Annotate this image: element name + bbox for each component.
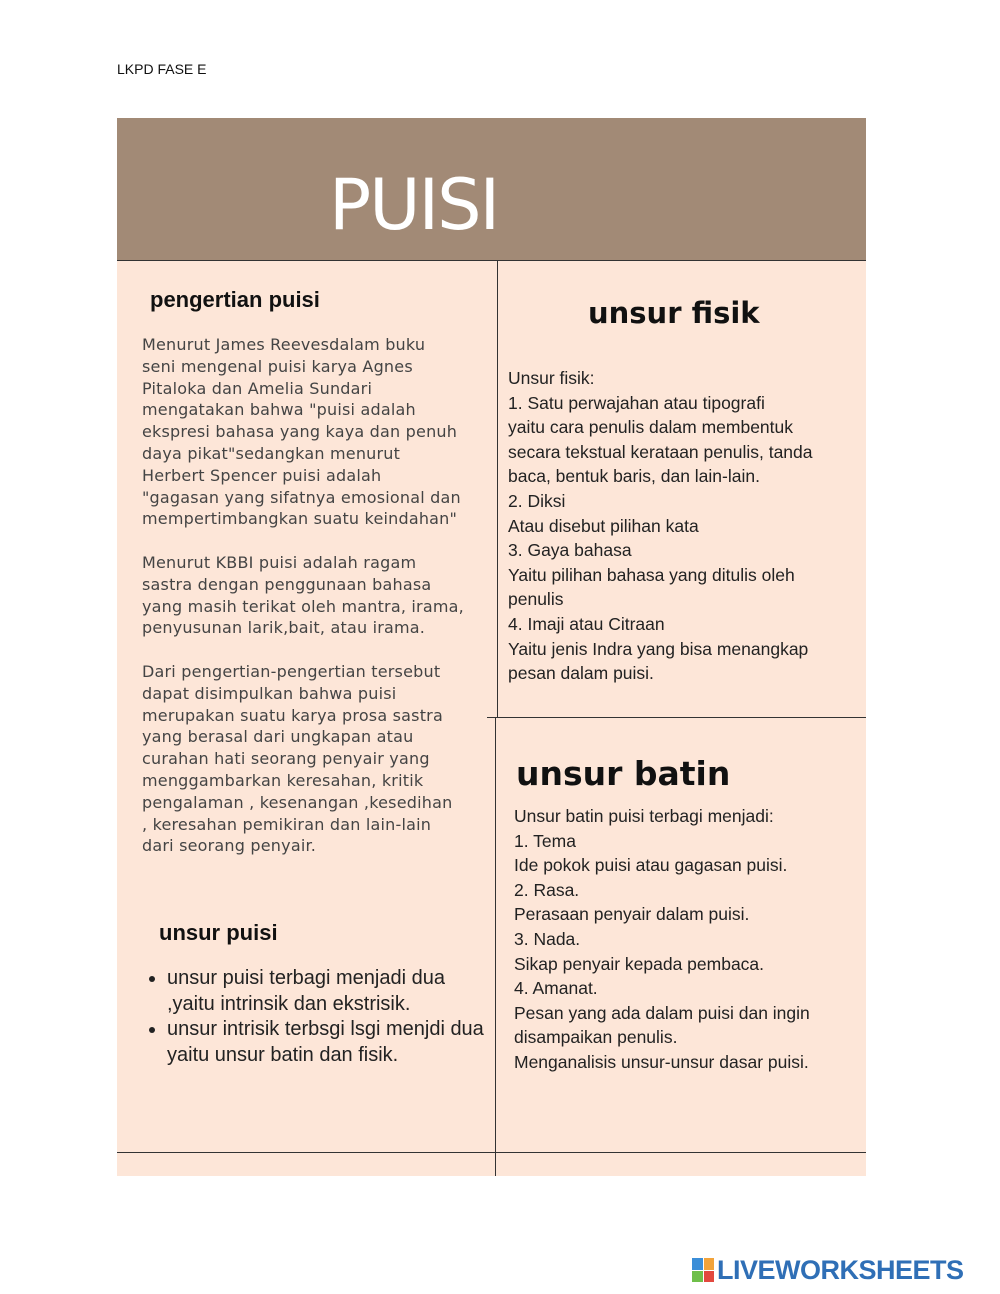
unsur-fisik-text: Unsur fisik: 1. Satu perwajahan atau tipografi yaitu cara penulis dalam membentuk secara tekstual kerataan penulis, tanda baca, bentuk baris, dan lain-lain. 2. Diksi Atau disebut pilihan kata 3. Gaya bahasa Yaitu pilihan bahasa yang ditulis oleh penulis 4. Imaji atau Citraan Yaitu jenis Indra yang bisa menangkap pesan dalam puisi. xyxy=(508,368,813,684)
unsur-batin-heading: unsur batin xyxy=(516,754,731,793)
title-banner xyxy=(117,118,866,260)
vertical-divider-lower xyxy=(495,718,496,1176)
liveworksheets-logo-icon xyxy=(692,1258,714,1282)
list-item: • unsur puisi terbagi menjadi dua ,yaitu intrinsik dan ekstrisik. xyxy=(167,966,497,1017)
liveworksheets-logo[interactable] xyxy=(692,1255,964,1285)
list-item: • unsur intrisik terbsgi lsgi menjdi dua yaitu unsur batin dan fisik. xyxy=(167,1017,497,1068)
logo-text: LIVEWORKSHEETS xyxy=(717,1254,964,1285)
horizontal-divider-top xyxy=(117,260,866,261)
banner-title: PUISI xyxy=(329,164,499,246)
horizontal-divider-middle xyxy=(487,717,866,718)
header-label: LKPD FASE E xyxy=(117,61,207,77)
unsur-batin-text: Unsur batin puisi terbagi menjadi: 1. Tema Ide pokok puisi atau gagasan puisi. 2. Rasa. Perasaan penyair dalam puisi. 3. Nada. Sikap penyair kepada pembaca. 4. Amanat. Pesan yang ada dalam puisi dan ingin disampaikan penulis. Menganalisis unsur-unsur dasar puisi. xyxy=(514,806,810,1072)
pengertian-text: Menurut James Reevesdalam buku seni mengenal puisi karya Agnes Pitaloka dan Amelia Sundari mengatakan bahwa "puisi adalah ekspresi bahasa yang kaya dan penuh daya pikat"sedangkan menurut Herbert Spencer puisi adalah "gagasan yang sifatnya emosional dan mempertimbangkan suatu keindahan" Menurut KBBI puisi adalah ragam sastra dengan penggunaan bahasa yang masih terikat oleh mantra, irama, penyusunan larik,bait, atau irama. Dari pengertian-pengertian tersebut dapat disimpulkan bahwa puisi merupakan suatu karya prosa sastra yang berasal dari ungkapan atau curahan hati seorang penyair yang menggambarkan keresahan, kritik pengalaman , kesenangan ,kesedihan , keresahan pemikiran dan lain-lain dari seorang penyair. xyxy=(142,335,464,856)
worksheet-card xyxy=(117,118,866,1176)
unsur-puisi-heading: unsur puisi xyxy=(159,920,278,945)
unsur-fisik-heading: unsur fisik xyxy=(588,296,760,330)
pengertian-heading: pengertian puisi xyxy=(150,287,320,312)
vertical-divider-upper xyxy=(497,260,498,718)
unsur-puisi-list xyxy=(141,966,497,1068)
horizontal-divider-bottom xyxy=(117,1152,866,1153)
